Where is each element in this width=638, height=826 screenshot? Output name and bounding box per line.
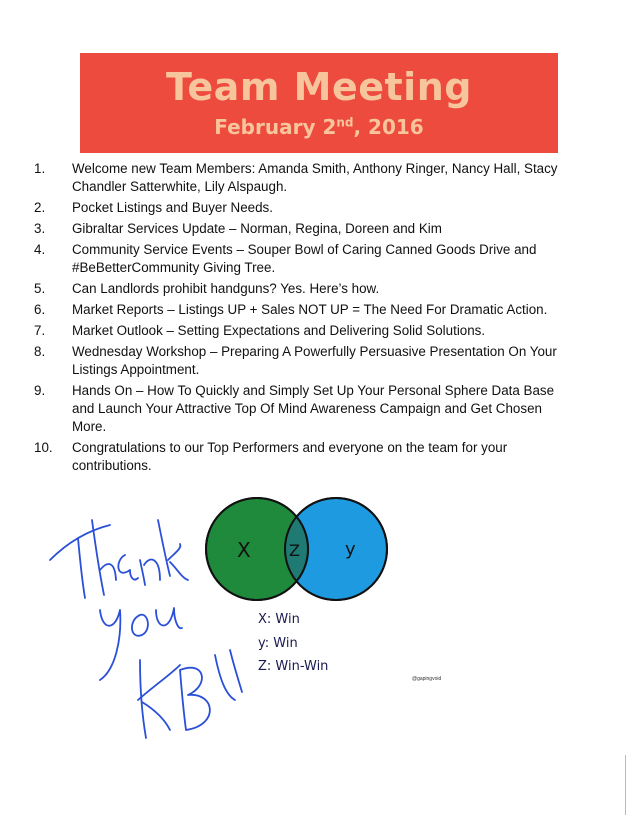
agenda-text: Community Service Events – Souper Bowl of Caring Canned Goods Drive and #BeBetterCommunity Giving Tree.: [72, 242, 537, 275]
agenda-list: [34, 160, 574, 478]
meeting-date: [80, 115, 558, 139]
agenda-number: 2.: [34, 200, 46, 215]
agenda-number: 3.: [34, 221, 46, 236]
agenda-item: [34, 199, 574, 217]
agenda-item: [34, 322, 574, 340]
agenda-item: [34, 280, 574, 298]
artist-credit: @gapingvoid: [412, 676, 442, 682]
agenda-number: 1.: [34, 161, 46, 176]
agenda-item: [34, 220, 574, 238]
agenda-item: [34, 343, 574, 379]
page-title: Team Meeting: [166, 65, 472, 109]
agenda-text: Gibraltar Services Update – Norman, Regina, Doreen and Kim: [72, 221, 442, 236]
agenda-number: 4.: [34, 242, 46, 257]
agenda-number: 6.: [34, 302, 46, 317]
agenda-number: 5.: [34, 281, 46, 296]
agenda-item: [34, 301, 574, 319]
agenda-text: Market Reports – Listings UP + Sales NOT UP = The Need For Dramatic Action.: [72, 302, 548, 317]
venn-left-label: X: [237, 538, 251, 562]
date-month-day: February 2: [214, 115, 337, 139]
date-ordinal: nd: [336, 115, 354, 130]
agenda-text: Congratulations to our Top Performers and everyone on the team for your contributions.: [72, 440, 508, 473]
agenda-item: [34, 160, 574, 196]
legend-x: X: Win: [258, 612, 300, 627]
agenda-item: [34, 439, 574, 475]
agenda-text: Welcome new Team Members: Amanda Smith, Anthony Ringer, Nancy Hall, Stacy Chandler Satterwhite, Lily Alspaugh.: [72, 161, 558, 194]
agenda-text: Wednesday Workshop – Preparing A Powerfully Persuasive Presentation On Your Listings Appointment.: [72, 344, 557, 377]
agenda-text: Can Landlords prohibit handguns? Yes. Here’s how.: [72, 281, 380, 296]
agenda-text: Hands On – How To Quickly and Simply Set Up Your Personal Sphere Data Base and Launch Your Attractive Top Of Mind Awareness Campaign and Get Chosen More.: [72, 383, 555, 434]
venn-right-label: y: [345, 539, 356, 560]
agenda-text: Market Outlook – Setting Expectations and Delivering Solid Solutions.: [72, 323, 486, 338]
agenda-number: 9.: [34, 383, 46, 398]
agenda-item: [34, 241, 574, 277]
agenda-number: 8.: [34, 344, 46, 359]
scan-edge-mark: [625, 755, 626, 815]
agenda-number: 7.: [34, 323, 46, 338]
agenda-item: [34, 382, 574, 436]
legend-y: y: Win: [258, 636, 298, 651]
agenda-number: 10.: [34, 440, 53, 455]
venn-center-label: Z: [289, 541, 300, 560]
title-banner: [80, 53, 558, 153]
date-year: , 2016: [353, 115, 424, 139]
legend-z: Z: Win-Win: [258, 659, 329, 674]
handwritten-signature: [30, 480, 250, 750]
agenda-text: Pocket Listings and Buyer Needs.: [72, 200, 273, 215]
